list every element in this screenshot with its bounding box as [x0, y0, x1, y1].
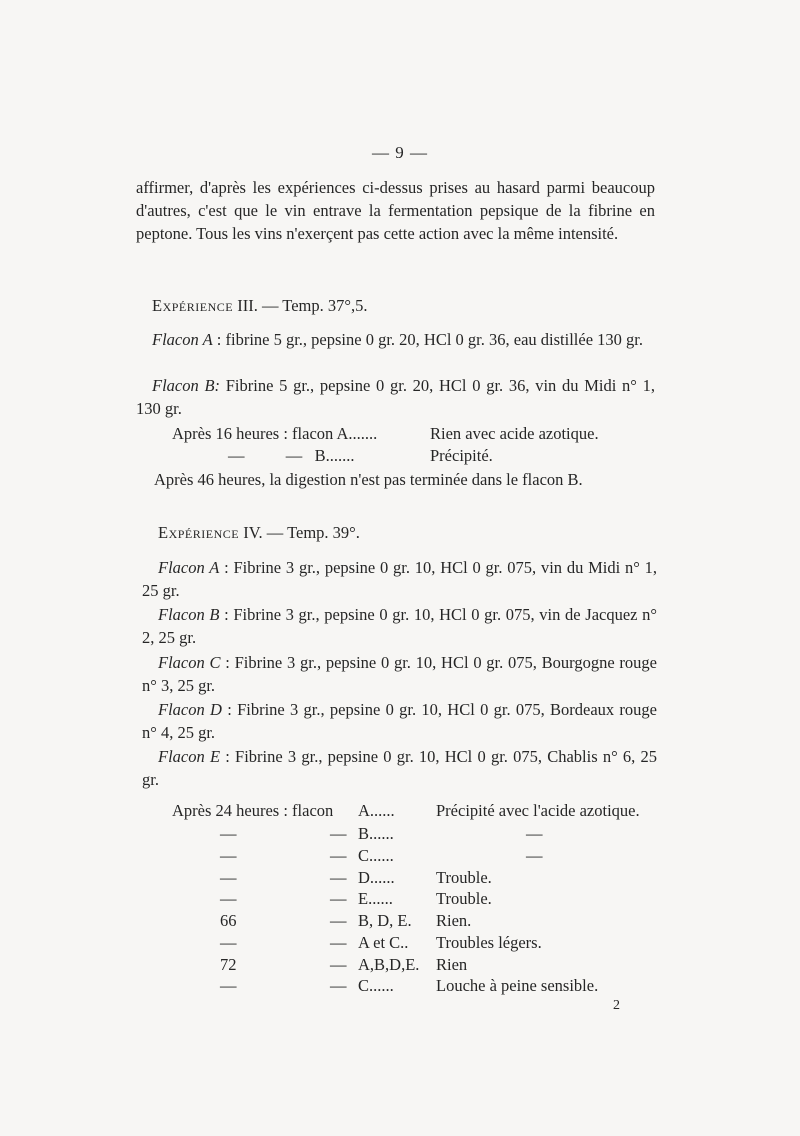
- exp4-flacon-c-label: Flacon C: [158, 653, 221, 672]
- result-text: Trouble.: [436, 868, 492, 887]
- result-flacon: D......: [358, 868, 395, 887]
- exp4-flacon-e-text: : Fibrine 3 gr., pepsine 0 gr. 10, HCl 0 gr. 075, Chablis n° 6, 25 gr.: [142, 747, 657, 789]
- result-text: Trouble.: [436, 889, 492, 908]
- result-dash: —: [330, 911, 347, 930]
- exp4-flacon-d-text: : Fibrine 3 gr., pepsine 0 gr. 10, HCl 0 gr. 075, Bordeaux rouge n° 4, 25 gr.: [142, 700, 657, 742]
- result-dash: —: [330, 889, 347, 908]
- result-dash: —: [330, 846, 347, 865]
- exp3-heading-rest: III. — Temp. 37°,5.: [237, 296, 368, 315]
- exp3-flacon-b-label: Flacon B:: [152, 376, 221, 395]
- result-hours: —: [220, 933, 237, 952]
- exp4-flacon-c: [142, 651, 657, 697]
- exp4-flacon-a: [142, 556, 657, 602]
- result-flacon: B......: [358, 824, 394, 843]
- result-dash: —: [330, 933, 347, 952]
- intro-paragraph: affirmer, d'après les expériences ci-dessus prises au hasard parmi beaucoup d'autres, c'est que le vin entrave la fermentation pepsique de la fibrine en peptone. Tous les vins n'exerçent pas cette action avec la même intensité.: [136, 178, 655, 243]
- exp3-result-2-right: Précipité.: [430, 446, 493, 465]
- result-flacon: C......: [358, 846, 394, 865]
- result-flacon: B, D, E.: [358, 911, 412, 930]
- result-text: —: [526, 824, 543, 843]
- exp3-result-1-left: Après 16 heures : flacon A.......: [172, 424, 378, 443]
- result-hours: —: [220, 976, 237, 995]
- exp4-flacon-b-label: Flacon B: [158, 605, 220, 624]
- exp4-flacon-a-text: : Fibrine 3 gr., pepsine 0 gr. 10, HCl 0 gr. 075, vin du Midi n° 1, 25 gr.: [142, 558, 657, 600]
- result-dash: —: [330, 955, 347, 974]
- result-text: Rien.: [436, 911, 472, 930]
- exp4-flacon-d-label: Flacon D: [158, 700, 222, 719]
- exp4-heading-label: Expérience: [158, 523, 240, 542]
- result-dash: —: [330, 824, 347, 843]
- result-hours: —: [220, 846, 237, 865]
- exp3-heading-label: Expérience: [152, 296, 234, 315]
- page-number: — 9 —: [372, 143, 428, 162]
- exp3-heading: [152, 296, 367, 316]
- exp4-flacon-b-text: : Fibrine 3 gr., pepsine 0 gr. 10, HCl 0 gr. 075, vin de Jacquez n° 2, 25 gr.: [142, 605, 657, 647]
- result-dash: —: [330, 868, 347, 887]
- exp3-result-1-right: Rien avec acide azotique.: [430, 424, 599, 443]
- exp4-flacon-a-label: Flacon A: [158, 558, 220, 577]
- result-flacon: A......: [358, 801, 395, 820]
- exp4-flacon-e-label: Flacon E: [158, 747, 221, 766]
- exp4-flacon-b: [142, 603, 657, 649]
- result-flacon: A,B,D,E.: [358, 955, 420, 974]
- result-text: Rien: [436, 955, 468, 974]
- exp4-flacon-e: [142, 745, 657, 791]
- result-hours: —: [220, 889, 237, 908]
- result-hours: —: [220, 824, 237, 843]
- result-hours: 66: [220, 911, 237, 930]
- result-text: Louche à peine sensible.: [436, 976, 599, 995]
- exp4-heading-rest: IV. — Temp. 39°.: [243, 523, 360, 542]
- result-hours: Après 24 heures : flacon: [172, 801, 334, 820]
- exp3-conclusion: Après 46 heures, la digestion n'est pas terminée dans le flacon B.: [154, 470, 583, 489]
- exp4-flacon-c-text: : Fibrine 3 gr., pepsine 0 gr. 10, HCl 0 gr. 075, Bourgogne rouge n° 3, 25 gr.: [142, 653, 657, 695]
- exp3-flacon-b: [136, 374, 655, 420]
- result-flacon: E......: [358, 889, 393, 908]
- exp4-flacon-d: [142, 698, 657, 744]
- exp3-flacon-a: [136, 328, 655, 351]
- exp3-flacon-a-label: Flacon A: [152, 330, 213, 349]
- result-flacon: C......: [358, 976, 394, 995]
- result-dash: —: [330, 976, 347, 995]
- result-text: —: [526, 846, 543, 865]
- result-flacon: A et C..: [358, 933, 409, 952]
- exp4-heading: [158, 523, 360, 543]
- result-text: Troubles légers.: [436, 933, 542, 952]
- exp3-result-2-left: — — B.......: [228, 446, 355, 465]
- exp3-flacon-b-text: Fibrine 5 gr., pepsine 0 gr. 20, HCl 0 gr. 36, vin du Midi n° 1, 130 gr.: [136, 376, 655, 418]
- result-hours: —: [220, 868, 237, 887]
- exp3-flacon-a-text: : fibrine 5 gr., pepsine 0 gr. 20, HCl 0 gr. 36, eau distillée 130 gr.: [212, 330, 643, 349]
- result-hours: 72: [220, 955, 237, 974]
- result-text: Précipité avec l'acide azotique.: [436, 801, 640, 820]
- signature-mark: 2: [613, 998, 620, 1013]
